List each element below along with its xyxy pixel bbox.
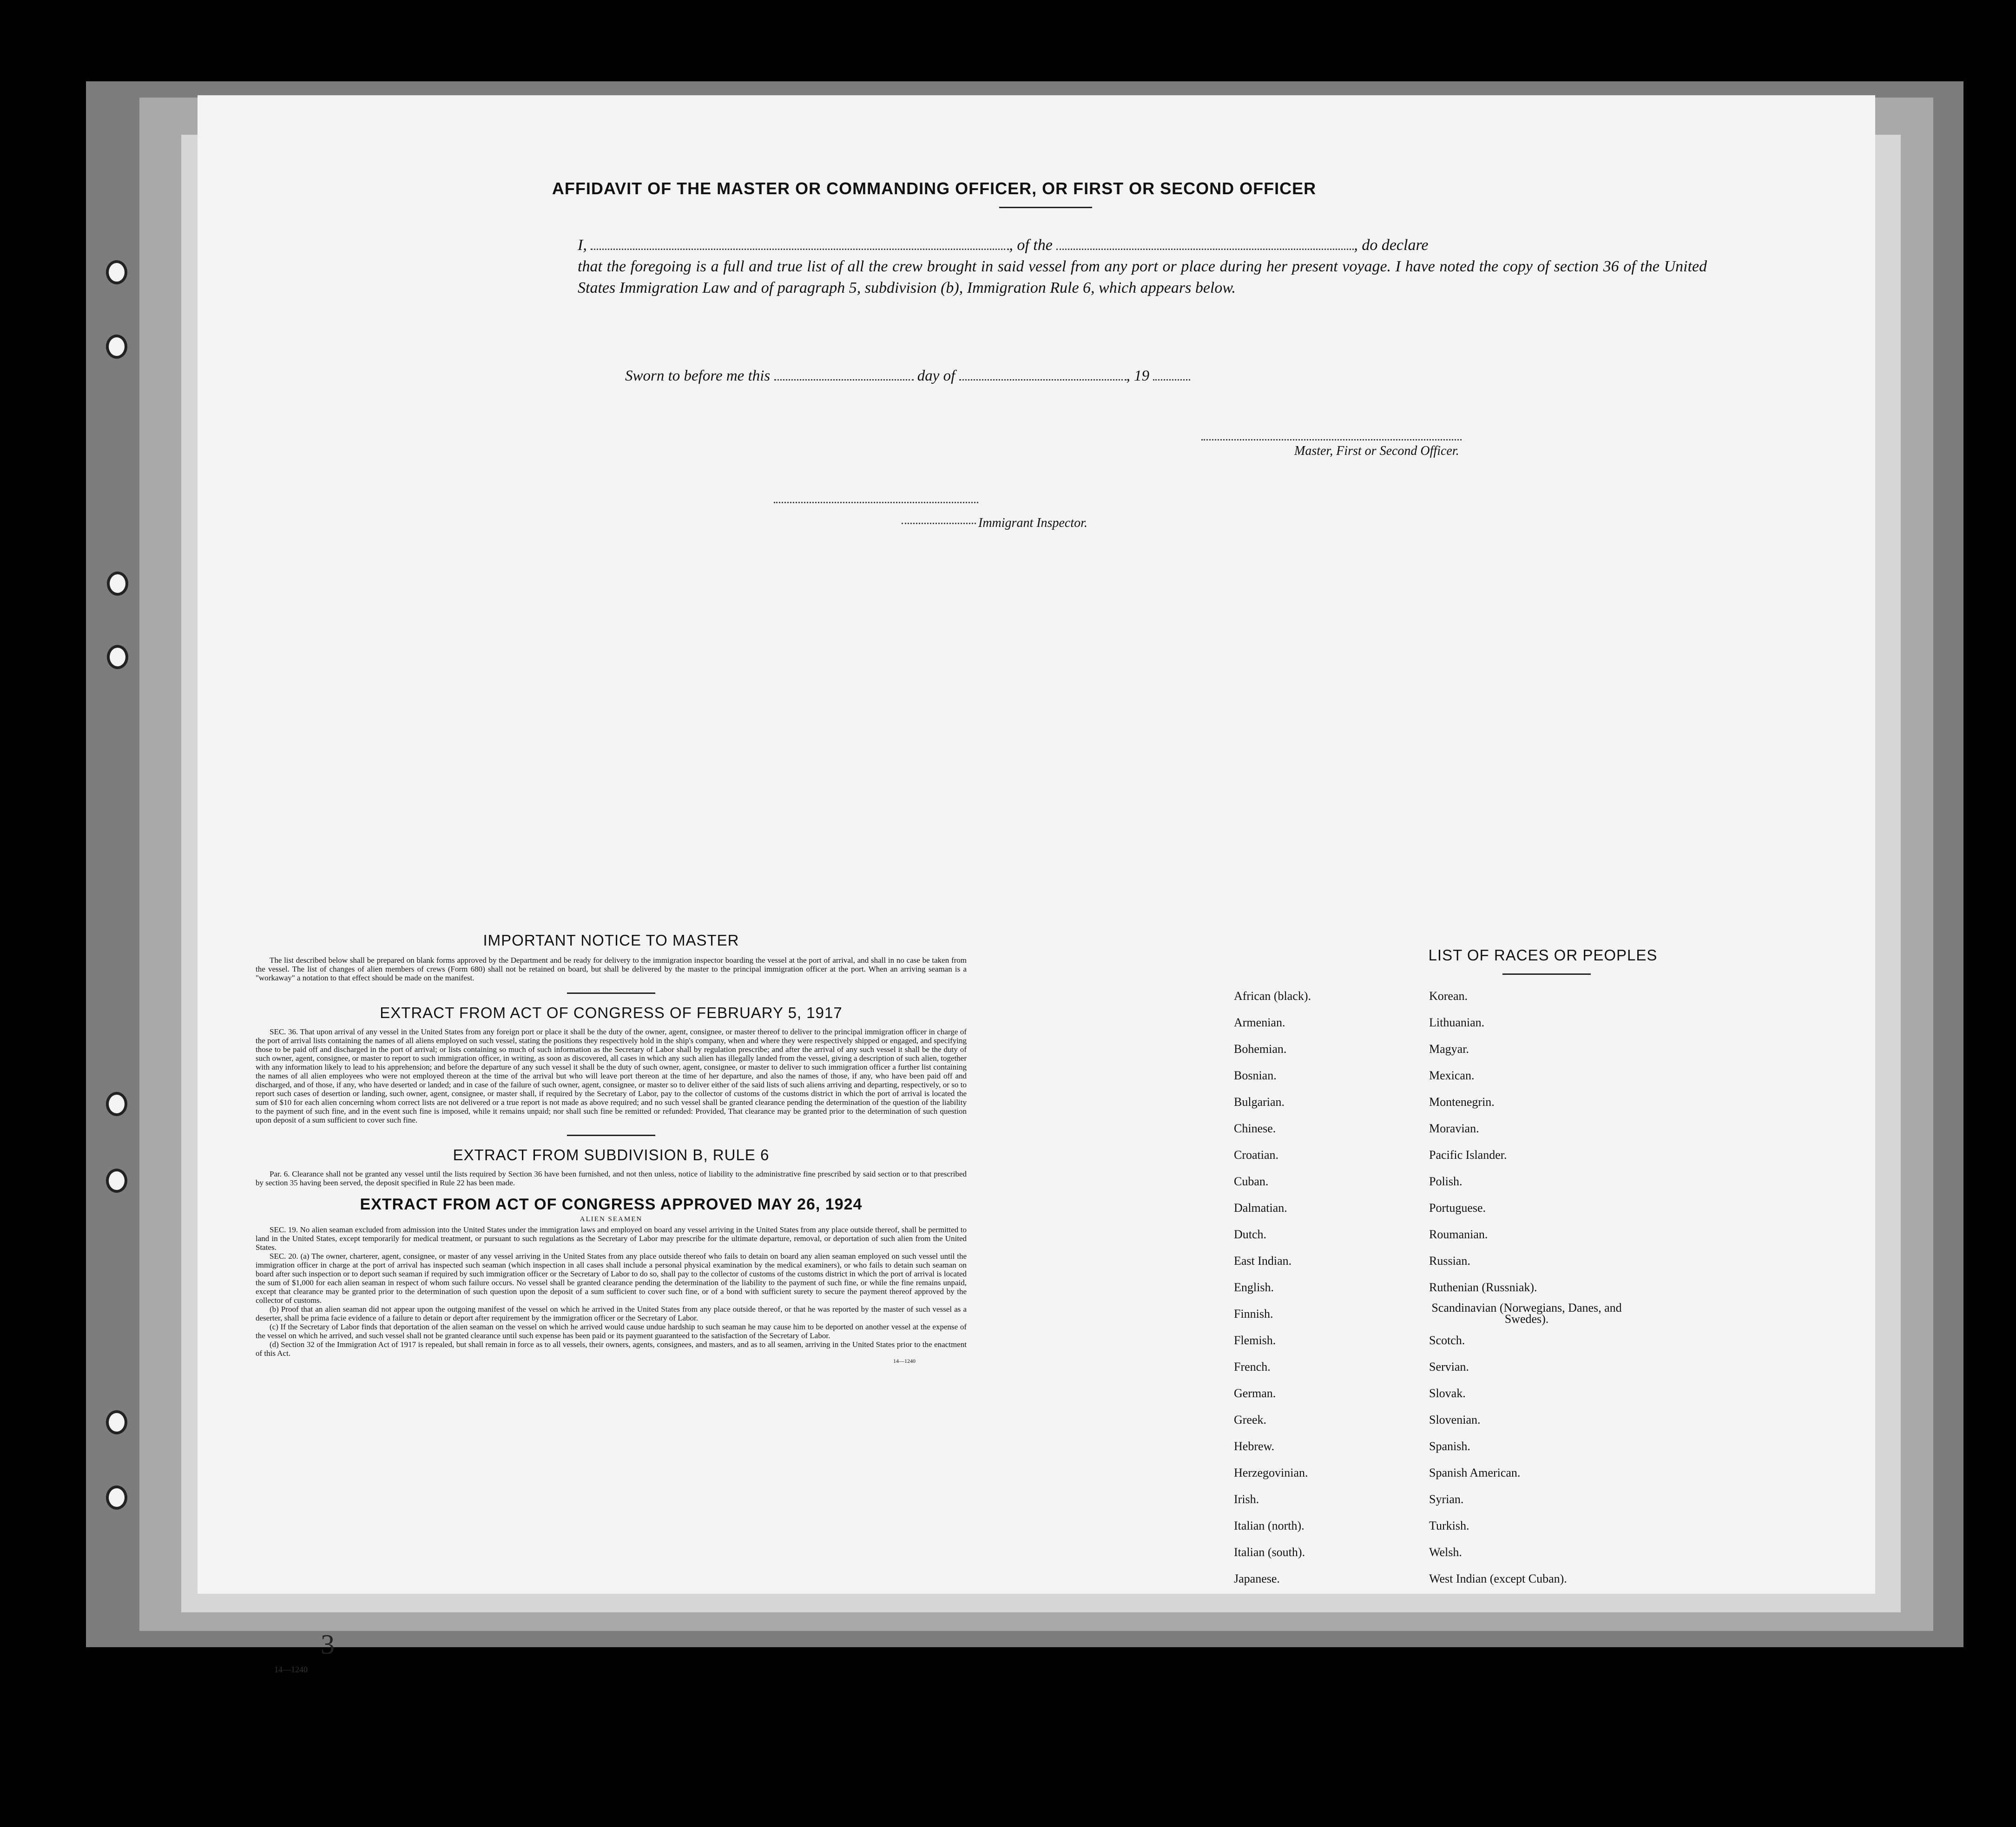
sworn-day-field[interactable]: [774, 367, 914, 381]
race-item: Moravian.: [1429, 1122, 1479, 1135]
race-item: Spanish American.: [1429, 1466, 1521, 1479]
punch-hole: [107, 572, 128, 596]
section-rule: [567, 1135, 655, 1136]
master-signature-line[interactable]: [1201, 439, 1462, 440]
affidavit-title: AFFIDAVIT OF THE MASTER OR COMMANDING OFFICER, OR FIRST OR SECOND OFFICER: [552, 179, 1317, 198]
race-item: Mexican.: [1429, 1069, 1475, 1082]
punch-hole: [107, 645, 128, 669]
races-title: LIST OF RACES OR PEOPLES: [1428, 946, 1658, 964]
extract-1924-paragraph: SEC. 20. (a) The owner, charterer, agent, consignee, or master of any vessel arriving in the United States from any place outside thereof who fails to detain on board any alien seaman employed on such vessel until the immigration officer in charge at the port of arrival has inspected such seaman (which inspection in all cases shall include a personal physical examination by the medical examiners), or who fails to detain such seaman on board after such inspection or to deport such seaman if required by such immigration officer or the Secretary of Labor to do so, shall pay to the collector of customs of the customs district in which the port of arrival is located the sum of $1,000 for each alien seaman in respect of whom such failure occurs. No vessel shall be granted clearance pending the determination of the liability to the payment of such fine, or while the fine remains unpaid, except that clearance may be granted prior to the determination of such question upon the deposit of a sum sufficient to cover such fine, or of a bond with sufficient surety to secure the payment thereof approved by the collector of customs.: [256, 1252, 967, 1305]
of-the-label: , of the: [1009, 237, 1053, 254]
race-item: Herzegovinian.: [1234, 1466, 1308, 1479]
race-item: Hebrew.: [1234, 1439, 1275, 1453]
race-item: Portuguese.: [1429, 1201, 1486, 1215]
race-item: Welsh.: [1429, 1545, 1462, 1559]
race-item: English.: [1234, 1281, 1274, 1294]
race-item: Croatian.: [1234, 1148, 1279, 1162]
race-item: Bulgarian.: [1234, 1095, 1285, 1109]
i-label: I,: [578, 237, 587, 254]
title-rule: [999, 207, 1092, 208]
sworn-day-label: day of: [917, 368, 955, 384]
punch-hole: [106, 335, 127, 359]
race-item: Pacific Islander.: [1429, 1148, 1507, 1162]
race-item: African (black).: [1234, 989, 1311, 1003]
race-item: Bosnian.: [1234, 1069, 1277, 1082]
declaration-line: [578, 235, 1707, 256]
margin-form-number: 14—1240: [274, 1665, 308, 1674]
punch-hole: [106, 1092, 127, 1116]
race-item: Dutch.: [1234, 1228, 1267, 1241]
race-item: Lithuanian.: [1429, 1016, 1485, 1029]
master-caption: Master, First or Second Officer.: [1294, 444, 1459, 458]
race-item: Slovenian.: [1429, 1413, 1481, 1426]
rule-6-text: Par. 6. Clearance shall not be granted any vessel until the lists required by Section 36 have been furnished, and not then unless, notice of liability to the administrative fine prescribed by said section or to that prescribed by section 35 having been served, the deposit specified in Rule 22 has been made.: [256, 1170, 967, 1187]
sworn-year-field[interactable]: [1153, 367, 1190, 381]
extract-1924-paragraph: SEC. 19. No alien seaman excluded from admission into the United States under the immigration laws and employed on board any vessel arriving in the United States from any place outside thereof, shall be permitted to land in the United States, except temporarily for medical treatment, or pursuant to such regulations as the Secretary of Labor may prescribe for the ultimate departure, removal, or deportation of such alien from the United States.: [256, 1225, 967, 1252]
punch-hole: [106, 1485, 127, 1510]
do-declare-label: , do declare: [1354, 237, 1429, 254]
extract-1924-paragraph: (b) Proof that an alien seaman did not appear upon the outgoing manifest of the vessel on which he arrived in the United States from any place outside thereof, or that he was reported by the master of such vessel as a deserter, shall be prima facie evidence of a failure to detain or deport after requirement by the immigration officer or the Secretary of Labor.: [256, 1305, 967, 1322]
extract-1917-title: EXTRACT FROM ACT OF CONGRESS OF FEBRUARY 5, 1917: [380, 1004, 843, 1021]
legal-extracts: [256, 932, 967, 1365]
punch-hole: [106, 260, 127, 284]
form-number: 14—1240: [893, 1358, 916, 1364]
race-item: Syrian.: [1429, 1492, 1464, 1506]
punch-hole: [106, 1410, 127, 1434]
race-item: German.: [1234, 1387, 1276, 1400]
punch-hole: [106, 1169, 127, 1193]
race-item: Roumanian.: [1429, 1228, 1488, 1241]
race-item: Greek.: [1234, 1413, 1267, 1426]
race-item: Flemish.: [1234, 1334, 1276, 1347]
notice-text: The list described below shall be prepared on blank forms approved by the Department and be ready for delivery to the immigration inspector boarding the vessel at the port of arrival, and shall in no case be taken from the vessel. The list of changes of alien members of crews (Form 680) shall not be retained on board, but shall be delivered by the master to the principal immigration officer at the port. When an arriving seaman is a "workaway" a notation to that effect should be made on the manifest.: [256, 956, 967, 982]
sworn-line: [625, 367, 1190, 385]
race-item: Polish.: [1429, 1175, 1463, 1188]
race-item: Dalmatian.: [1234, 1201, 1287, 1215]
affidavit-text: [578, 235, 1707, 299]
race-item: Irish.: [1234, 1492, 1259, 1506]
race-item: Magyar.: [1429, 1042, 1469, 1056]
inspector-signature-line-2[interactable]: [902, 523, 976, 524]
race-item: Italian (south).: [1234, 1545, 1305, 1559]
race-item: Servian.: [1429, 1360, 1469, 1374]
sworn-month-field[interactable]: [959, 367, 1127, 381]
race-item: Korean.: [1429, 989, 1468, 1003]
vessel-field[interactable]: [1056, 237, 1354, 250]
race-item: Scandinavian (Norwegians, Danes, and Swedes).: [1431, 1301, 1622, 1326]
extract-1924-paragraph: (c) If the Secretary of Labor finds that deportation of the alien seaman on the vessel on which he arrived would cause undue hardship to such seaman he may cause him to be deported on another vessel at the expense of the vessel on which he arrived, and such vessel shall not be granted clearance until such expense has been paid or its payment guaranteed to the satisfaction of the Secretary of Labor.: [256, 1322, 967, 1340]
race-item: Spanish.: [1429, 1439, 1470, 1453]
document-page: [198, 95, 1875, 1594]
race-item: Scotch.: [1429, 1334, 1465, 1347]
sworn-prefix: Sworn to before me this: [625, 368, 771, 384]
race-item: Russian.: [1429, 1254, 1470, 1268]
race-item: Ruthenian (Russniak).: [1429, 1281, 1537, 1294]
alien-seamen-subtitle: ALIEN SEAMEN: [580, 1216, 643, 1223]
race-item: West Indian (except Cuban).: [1429, 1572, 1567, 1585]
race-item: Slovak.: [1429, 1387, 1466, 1400]
race-item: Cuban.: [1234, 1175, 1269, 1188]
race-item: East Indian.: [1234, 1254, 1292, 1268]
race-item: Chinese.: [1234, 1122, 1276, 1135]
race-item: Turkish.: [1429, 1519, 1469, 1532]
sworn-year-label: , 19: [1126, 368, 1150, 384]
race-item: French.: [1234, 1360, 1271, 1374]
affidavit-body: that the foregoing is a full and true list of all the crew brought in said vessel from any port or place during her present voyage. I have noted the copy of section 36 of the United States Immigration Law and of paragraph 5, subdivision (b), Immigration Rule 6, which appears below.: [578, 258, 1707, 296]
rule-6-title: EXTRACT FROM SUBDIVISION B, RULE 6: [453, 1146, 770, 1163]
section-rule: [567, 992, 655, 994]
name-field[interactable]: [591, 237, 1009, 250]
extract-1924-paragraph: (d) Section 32 of the Immigration Act of 1917 is repealed, but shall remain in force as to all vessels, their owners, agents, consignees, and masters, and as to all seamen, arriving in the United States prior to the enactment of this Act.: [256, 1340, 967, 1358]
race-item: Montenegrin.: [1429, 1095, 1495, 1109]
race-item: Armenian.: [1234, 1016, 1285, 1029]
race-item: Bohemian.: [1234, 1042, 1287, 1056]
inspector-caption: Immigrant Inspector.: [978, 516, 1087, 530]
races-title-rule: [1502, 973, 1591, 975]
race-item: Finnish.: [1234, 1307, 1273, 1321]
race-item: Japanese.: [1234, 1572, 1280, 1585]
notice-title: IMPORTANT NOTICE TO MASTER: [483, 932, 739, 949]
extract-1917-text: SEC. 36. That upon arrival of any vessel in the United States from any foreign port or place it shall be the duty of the owner, agent, consignee, or master thereof to deliver to the principal immigration officer in charge of the port of arrival lists containing the names of all aliens employed on such vessel, stating the positions they respectively hold in the ship's company, when and where they were respectively shipped or engaged, and specifying those to be paid off and discharged in the port of arrival; or lists containing so much of such information as the Secretary of Labor shall by regulation prescribe; and after the arrival of any such vessel it shall be the duty of such owner, agent, consignee, or master to report to such immigration officer, in writing, as soon as discovered, all cases in which any such alien has illegally landed from the vessel, giving a description of such alien, together with any information likely to lead to his apprehension; and before the departure of any such vessel it shall be the duty of such owner, agent, consignee, or master to deliver to such immigration officer a further list containing the names of all alien employees who were not employed thereon at the time of the arrival but who will leave port thereon at the time of her departure, and also the names of those, if any, who have been paid off and discharged, and of those, if any, who have deserted or landed; and in case of the failure of such owner, agent, consignee, or master so to deliver either of the said lists of such aliens arriving and departing, respectively, or so to report such cases of desertion or landing, such owner, agent, consignee, or master shall, if required by the Secretary of Labor, pay to the collector of customs of the customs district in which the port of arrival is located the sum of $10 for each alien concerning whom correct lists are not delivered or a true report is not made as above required; and no such vessel shall be granted clearance pending the determination of the question of the liability to the payment of such fine, and in the event such fine is imposed, while it remains unpaid; nor shall such fine be remitted or refunded: Provided, That clearance may be granted prior to the determination of such question upon deposit of a sum sufficient to cover such fine.: [256, 1027, 967, 1124]
page-number: 3: [321, 1629, 335, 1660]
race-item: Italian (north).: [1234, 1519, 1304, 1532]
extract-1924-title: EXTRACT FROM ACT OF CONGRESS APPROVED MAY 26, 1924: [360, 1196, 863, 1213]
inspector-signature-line[interactable]: [774, 502, 978, 503]
